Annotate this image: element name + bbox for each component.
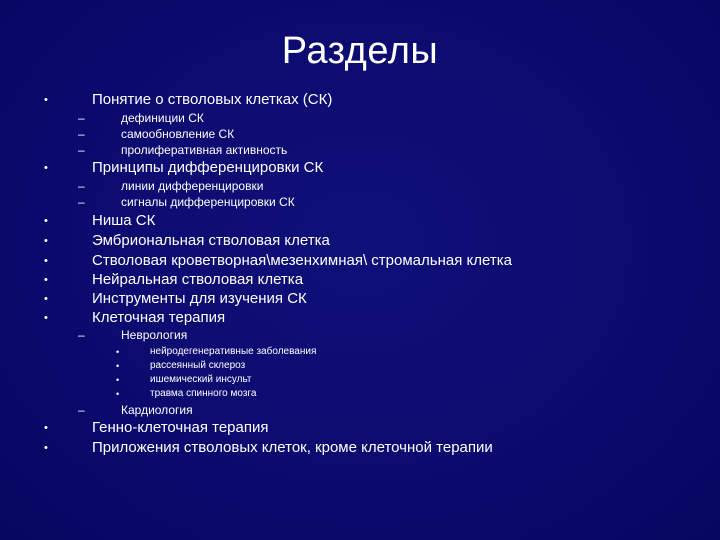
list-item-text: линии дифференцировки: [121, 179, 264, 193]
list-item-text: рассеянный склероз: [150, 360, 246, 371]
bullet-icon: •: [44, 312, 48, 324]
list-item-text: Неврология: [121, 328, 188, 342]
list-item-text: Принципы дифференцировки СК: [92, 159, 324, 176]
bullet-icon: •: [44, 255, 48, 267]
bullet-icon: •: [44, 94, 48, 106]
dash-icon: –: [78, 195, 85, 209]
bullet-icon: •: [44, 162, 48, 174]
bullet-icon: •: [44, 293, 48, 305]
list-item-text: травма спинного мозга: [150, 388, 257, 399]
list-item-text: самообновление СК: [121, 127, 235, 141]
bullet-icon: •: [44, 215, 48, 227]
list-item-text: пролиферативная активность: [121, 143, 288, 157]
list-item-text: Клеточная терапия: [92, 309, 226, 326]
list-item-text: Генно-клеточная терапия: [92, 419, 269, 436]
bullet-icon: •: [116, 347, 120, 357]
bullet-icon: •: [44, 274, 48, 286]
list-item-text: Эмбриональная стволовая клетка: [92, 232, 330, 249]
dash-icon: –: [78, 143, 85, 157]
list-item-text: Нейральная стволовая клетка: [92, 271, 304, 288]
dash-icon: –: [78, 127, 85, 141]
bullet-icon: •: [44, 442, 48, 454]
dash-icon: –: [78, 111, 85, 125]
list-item-text: нейродегенеративные заболевания: [150, 346, 317, 357]
list-item-text: сигналы дифференцировки СК: [121, 195, 295, 209]
list-item-text: Стволовая кроветворная\мезенхимная\ стромальная клетка: [92, 252, 512, 269]
bullet-icon: •: [44, 422, 48, 434]
bullet-icon: •: [116, 389, 120, 399]
list-item-text: Приложения стволовых клеток, кроме клеточной терапии: [92, 439, 493, 456]
slide-title: [0, 30, 720, 73]
list-item-text: Ниша СК: [92, 212, 156, 229]
list-item-text: Кардиология: [121, 403, 193, 417]
dash-icon: –: [78, 179, 85, 193]
list-item-text: ишемический инсульт: [150, 374, 252, 385]
bullet-icon: •: [44, 235, 48, 247]
list-item-text: Инструменты для изучения СК: [92, 290, 307, 307]
list-item-text: Понятие о стволовых клетках (СК): [92, 91, 333, 108]
bullet-icon: •: [116, 361, 120, 371]
slide-title-text: Разделы: [281, 30, 439, 72]
list-item-text: дефиниции СК: [121, 111, 204, 125]
dash-icon: –: [78, 328, 85, 342]
dash-icon: –: [78, 403, 85, 417]
bullet-icon: •: [116, 375, 120, 385]
